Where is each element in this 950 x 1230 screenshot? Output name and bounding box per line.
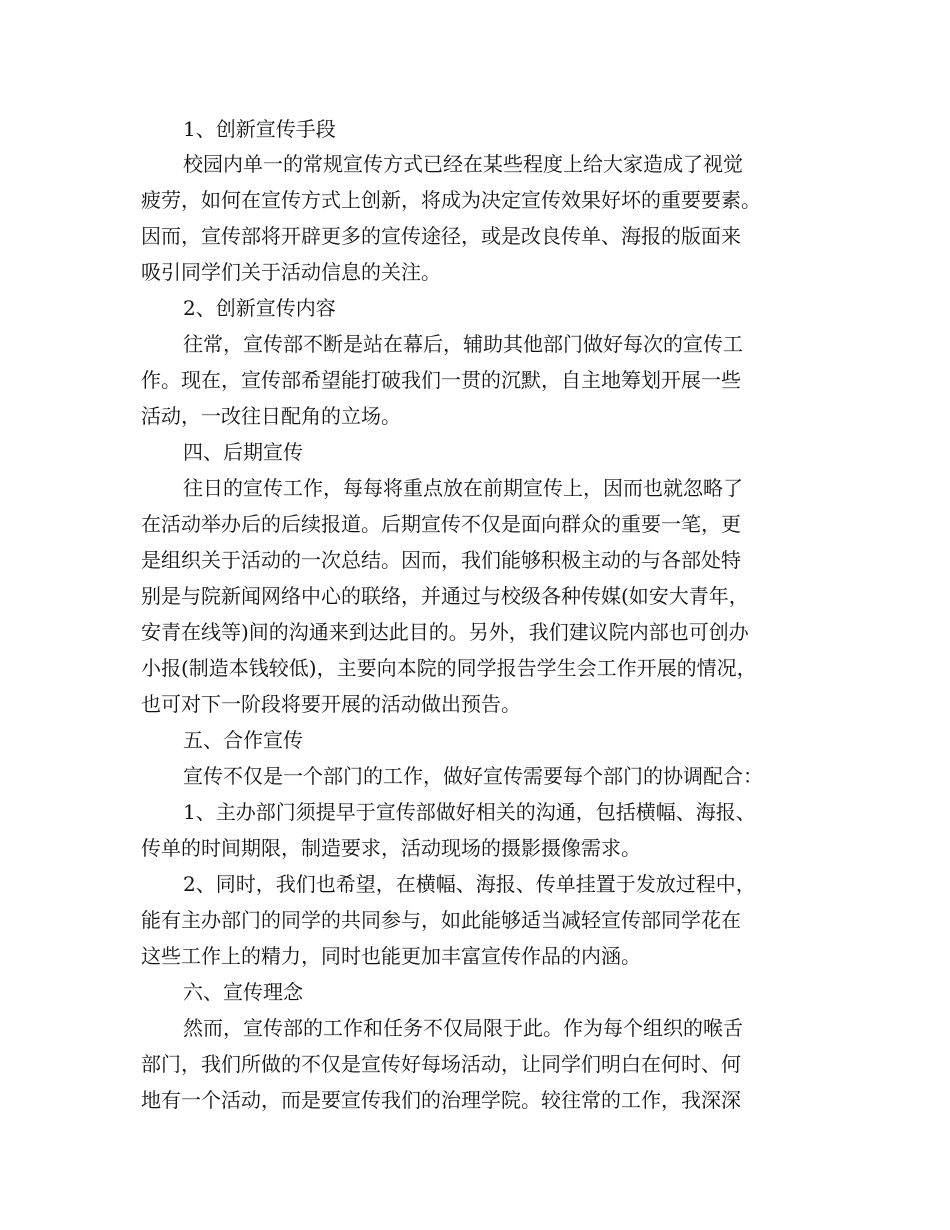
paragraph-line: 在活动举办后的后续报道。后期宣传不仅是面向群众的重要一笔，更: [141, 512, 741, 536]
paragraph-line: 也可对下一阶段将要开展的活动做出预告。: [141, 692, 521, 716]
paragraph-line: 安青在线等)间的沟通来到达此目的。另外，我们建议院内部也可创办: [141, 620, 749, 644]
paragraph-line: 小报(制造本钱较低)，主要向本院的同学报告学生会工作开展的情况，: [141, 656, 757, 680]
heading-line: 1、创新宣传手段: [183, 117, 336, 141]
paragraph-line: 别是与院新闻网络中心的联络，并通过与校级各种传媒(如安大青年，: [141, 584, 749, 608]
paragraph-line: 然而，宣传部的工作和任务不仅局限于此。作为每个组织的喉舌: [183, 1016, 743, 1040]
paragraph-line: 传单的时间期限，制造要求，活动现场的摄影摄像需求。: [141, 836, 641, 860]
heading-line: 六、宣传理念: [183, 980, 303, 1004]
paragraph-line: 校园内单一的常规宣传方式已经在某些程度上给大家造成了视觉: [183, 152, 743, 176]
paragraph-line: 往常，宣传部不断是站在幕后，辅助其他部门做好每次的宣传工: [183, 332, 743, 356]
paragraph-line: 是组织关于活动的一次总结。因而，我们能够积极主动的与各部处特: [141, 548, 741, 572]
paragraph-line: 地有一个活动，而是要宣传我们的治理学院。较往常的工作，我深深: [141, 1088, 741, 1112]
heading-line: 2、创新宣传内容: [183, 296, 336, 320]
paragraph-line: 往日的宣传工作，每每将重点放在前期宣传上，因而也就忽略了: [183, 476, 743, 500]
paragraph-line: 宣传不仅是一个部门的工作，做好宣传需要每个部门的协调配合：: [183, 764, 763, 788]
paragraph-line: 因而，宣传部将开辟更多的宣传途径，或是改良传单、海报的版面来: [141, 224, 741, 248]
paragraph-line: 活动，一改往日配角的立场。: [141, 404, 401, 428]
paragraph-line: 吸引同学们关于活动信息的关注。: [141, 260, 441, 284]
heading-line: 四、后期宣传: [183, 440, 303, 464]
paragraph-line: 1、主办部门须提早于宣传部做好相关的沟通，包括横幅、海报、: [183, 800, 756, 824]
paragraph-line: 2、同时，我们也希望，在横幅、海报、传单挂置于发放过程中，: [183, 872, 756, 896]
paragraph-line: 疲劳，如何在宣传方式上创新，将成为决定宣传效果好坏的重要要素。: [141, 188, 761, 212]
paragraph-line: 能有主办部门的同学的共同参与，如此能够适当减轻宣传部同学花在: [141, 908, 741, 932]
paragraph-line: 这些工作上的精力，同时也能更加丰富宣传作品的内涵。: [141, 944, 641, 968]
paragraph-line: 部门，我们所做的不仅是宣传好每场活动，让同学们明白在何时、何: [141, 1052, 741, 1076]
heading-line: 五、合作宣传: [183, 728, 303, 752]
paragraph-line: 作。现在，宣传部希望能打破我们一贯的沉默，自主地筹划开展一些: [141, 368, 741, 392]
